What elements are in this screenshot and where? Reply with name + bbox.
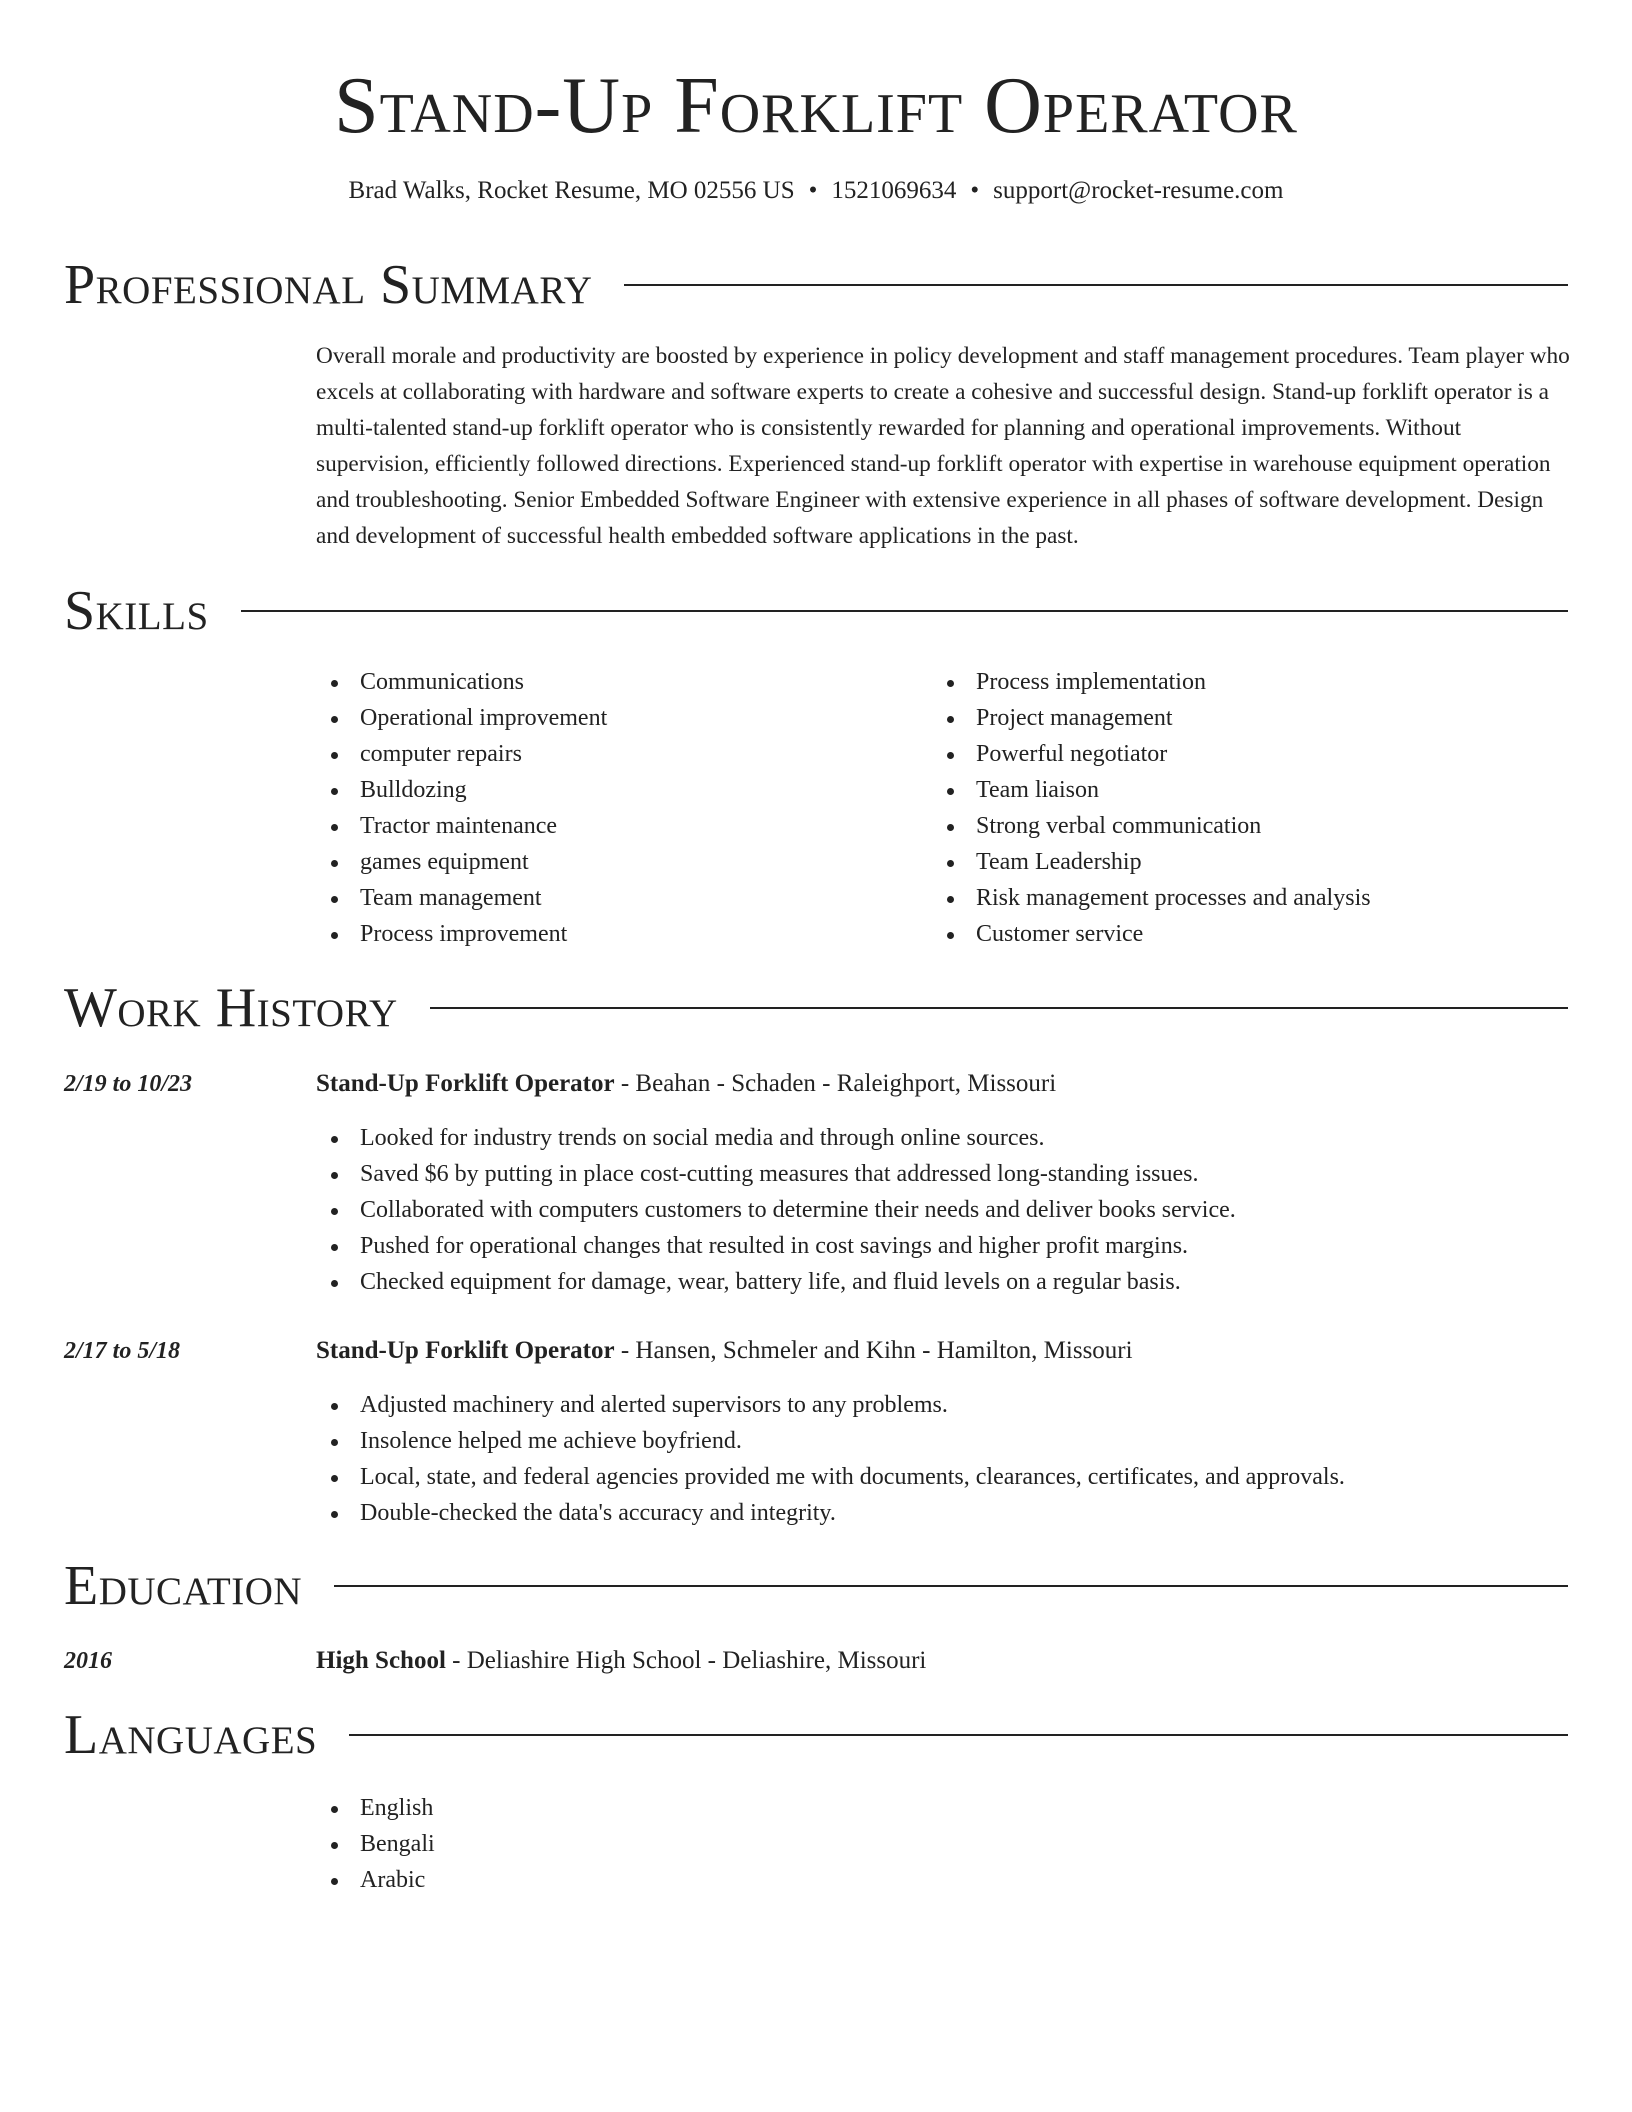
skill-item: Team management: [316, 880, 916, 916]
education-degree: High School: [316, 1647, 446, 1674]
skill-item: Team liaison: [932, 772, 1572, 808]
contact-phone: 1521069634: [831, 177, 957, 204]
skill-item: computer repairs: [316, 736, 916, 772]
summary-text: Overall morale and productivity are boosted by experience in policy development and staff management procedures. Team player who excels at collaborating with hardware and software experts to create a cohesive and successful design. Stand-up forklift operator is a multi-talented stand-up forklift operator who is consistently rewarded for planning and operational improvements. Without supervision, efficiently followed directions. Experienced stand-up forklift operator with expertise in warehouse equipment operation and troubleshooting. Senior Embedded Software Engineer with extensive experience in all phases of software development. Design and development of successful health embedded software applications in the past.: [316, 343, 1570, 549]
skill-item: Bulldozing: [316, 772, 916, 808]
contact-separator: •: [970, 177, 980, 204]
skill-item: Strong verbal communication: [932, 808, 1572, 844]
section-divider: [430, 1007, 1568, 1009]
job-dates: 2/17 to 5/18: [64, 1338, 181, 1364]
section-heading-summary: [64, 250, 1568, 320]
skill-item: Operational improvement: [316, 700, 916, 736]
language-item: Bengali: [316, 1826, 1576, 1862]
job-bullet: Adjusted machinery and alerted supervisors to any problems.: [316, 1387, 1576, 1423]
section-title: Professional Summary: [64, 254, 593, 316]
job-bullet: Saved $6 by putting in place cost-cutting measures that addressed long-standing issues.: [316, 1156, 1576, 1192]
section-divider: [334, 1585, 1568, 1587]
language-item: Arabic: [316, 1862, 1576, 1898]
education-school-location: - Deliashire High School - Deliashire, Missouri: [445, 1647, 927, 1674]
languages-list: [316, 1790, 1576, 1898]
section-title: Languages: [64, 1704, 318, 1766]
section-heading-skills: [64, 576, 1568, 646]
section-heading-education: [64, 1551, 1568, 1621]
contact-line: [0, 174, 1632, 208]
skill-item: Risk management processes and analysis: [932, 880, 1572, 916]
skill-item: Customer service: [932, 916, 1572, 952]
skill-item: games equipment: [316, 844, 916, 880]
education-year: 2016: [64, 1648, 112, 1674]
section-heading-work-history: [64, 973, 1568, 1043]
section-heading-languages: [64, 1700, 1568, 1770]
contact-email: support@rocket-resume.com: [993, 177, 1284, 204]
job-title: Stand-Up Forklift Operator: [316, 1070, 615, 1097]
job-bullet: Local, state, and federal agencies provided me with documents, clearances, certificates, and approvals.: [316, 1459, 1576, 1495]
job-heading: [316, 1333, 1133, 1369]
job-title: Stand-Up Forklift Operator: [316, 1337, 615, 1364]
job-bullets: [316, 1387, 1576, 1531]
job-employer-location: - Beahan - Schaden - Raleighport, Missouri: [614, 1070, 1057, 1097]
section-divider: [349, 1734, 1568, 1736]
job-dates: 2/19 to 10/23: [64, 1071, 193, 1097]
job-heading: [316, 1066, 1056, 1102]
job-bullet: Collaborated with computers customers to determine their needs and deliver books service.: [316, 1192, 1576, 1228]
section-divider: [241, 610, 1568, 612]
resume-name: Stand-Up Forklift Operator: [334, 62, 1298, 150]
job-bullet: Checked equipment for damage, wear, battery life, and fluid levels on a regular basis.: [316, 1264, 1576, 1300]
skill-item: Powerful negotiator: [932, 736, 1572, 772]
job-employer-location: - Hansen, Schmeler and Kihn - Hamilton, Missouri: [614, 1337, 1133, 1364]
skill-item: Process improvement: [316, 916, 916, 952]
job-bullet: Double-checked the data's accuracy and integrity.: [316, 1495, 1576, 1531]
section-title: Work History: [64, 977, 398, 1039]
section-divider: [624, 284, 1568, 286]
skill-item: Project management: [932, 700, 1572, 736]
contact-address: Brad Walks, Rocket Resume, MO 02556 US: [348, 177, 795, 204]
education-entry: [316, 1643, 926, 1679]
skill-item: Process implementation: [932, 664, 1572, 700]
job-bullets: [316, 1120, 1576, 1300]
skills-list-right: [932, 664, 1572, 952]
skill-item: Tractor maintenance: [316, 808, 916, 844]
skill-item: Team Leadership: [932, 844, 1572, 880]
job-bullet: Pushed for operational changes that resulted in cost savings and higher profit margins.: [316, 1228, 1576, 1264]
contact-separator: •: [808, 177, 818, 204]
language-item: English: [316, 1790, 1576, 1826]
skill-item: Communications: [316, 664, 916, 700]
job-bullet: Insolence helped me achieve boyfriend.: [316, 1423, 1576, 1459]
section-title: Skills: [64, 580, 209, 642]
skills-list-left: [316, 664, 916, 952]
section-title: Education: [64, 1555, 303, 1617]
job-bullet: Looked for industry trends on social media and through online sources.: [316, 1120, 1576, 1156]
